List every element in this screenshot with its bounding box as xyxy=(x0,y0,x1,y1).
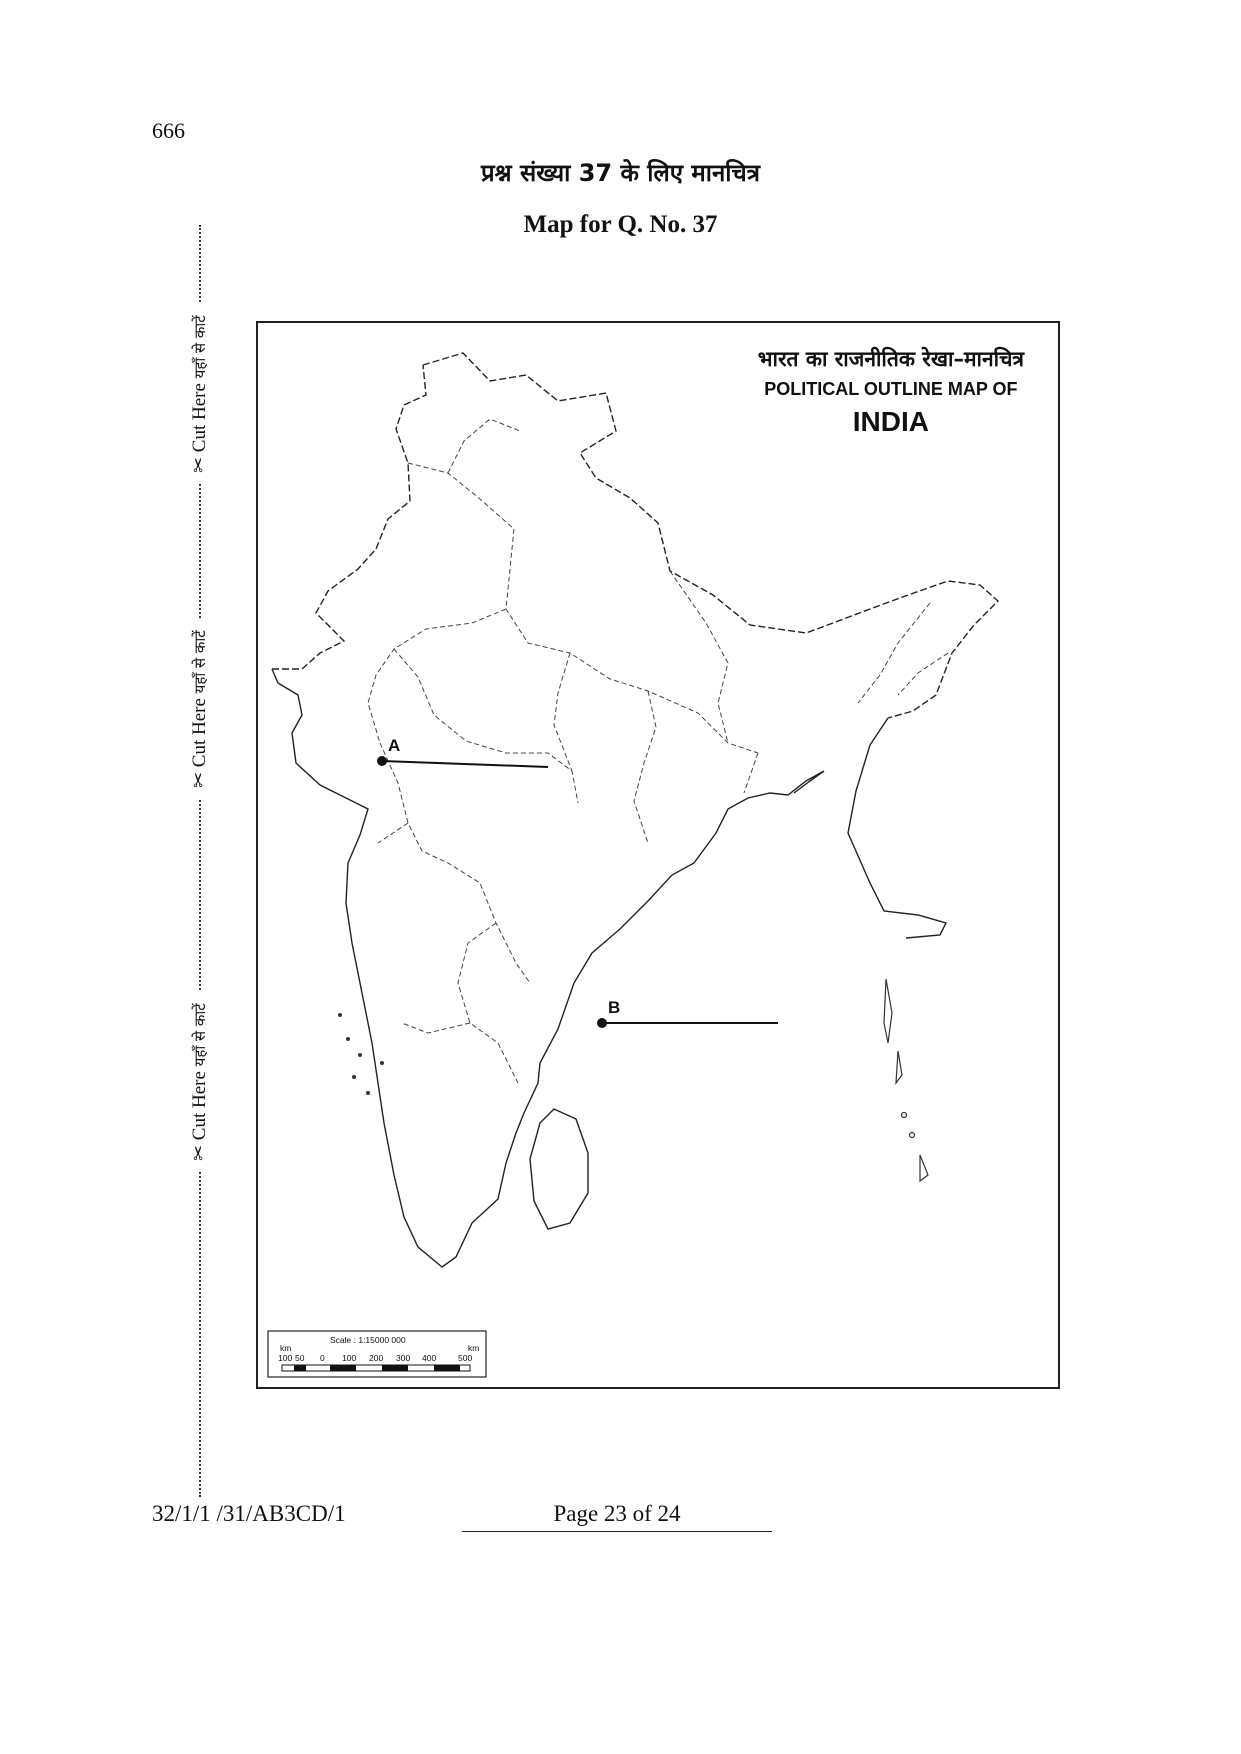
cut-line xyxy=(180,225,220,1497)
sri-lanka-outline xyxy=(530,1109,588,1229)
scale-bar xyxy=(268,1331,486,1377)
map-title-hindi: प्रश्न संख्या 37 के लिए मानचित्र xyxy=(481,159,760,187)
marker-a-line xyxy=(382,761,548,767)
map-title-english: Map for Q. No. 37 xyxy=(523,211,718,238)
cut-here-text: ✂ Cut Here xyxy=(189,383,210,473)
scale-tick-label: 400 xyxy=(422,1353,437,1363)
page-indicator: Page 23 of 24 xyxy=(462,1501,772,1532)
scale-tick-label: 50 xyxy=(295,1353,305,1363)
cut-here-hindi-text: यहाँ से काटें xyxy=(191,1003,209,1067)
cut-here-text: ✂ Cut Here xyxy=(189,698,210,788)
page-number: 666 xyxy=(152,118,185,143)
map-legend-title xyxy=(758,345,1024,438)
marker-a-label: A xyxy=(388,736,401,755)
india-outline-map xyxy=(258,323,1058,1387)
scale-tick-label: 200 xyxy=(369,1353,384,1363)
india-mainland-outline xyxy=(272,669,946,1267)
map-heading-country: INDIA xyxy=(852,406,929,437)
cut-here-label xyxy=(186,992,214,1172)
scale-tick-label: 100 xyxy=(342,1353,357,1363)
cut-here-hindi-text: यहाँ से काटें xyxy=(191,315,209,379)
scale-tick-label: 500 xyxy=(458,1353,473,1363)
india-mainland-outline xyxy=(272,365,426,669)
andaman-islands xyxy=(884,979,928,1181)
paper-code: 32/1/1 /31/AB3CD/1 xyxy=(152,1501,346,1526)
scale-unit-left: km xyxy=(280,1343,292,1353)
scale-caption: Scale : 1:15000 000 xyxy=(330,1335,406,1345)
scale-tick-label: 300 xyxy=(396,1353,411,1363)
cut-here-text: ✂ Cut Here xyxy=(189,1071,210,1161)
cut-here-label xyxy=(186,619,214,799)
cut-here-label xyxy=(186,304,214,484)
map-heading-english: POLITICAL OUTLINE MAP OF xyxy=(764,379,1018,399)
lakshadweep-islands xyxy=(338,1013,384,1095)
scale-tick-label: 100 xyxy=(278,1353,293,1363)
state-boundaries xyxy=(368,419,948,1083)
marker-b-label: B xyxy=(608,998,621,1017)
map-frame xyxy=(256,321,1060,1389)
map-heading-hindi: भारत का राजनीतिक रेखा–मानचित्र xyxy=(757,347,1024,371)
scale-tick-label: 0 xyxy=(320,1353,325,1363)
scale-unit-right: km xyxy=(468,1343,480,1353)
cut-here-hindi-text: यहाँ से काटें xyxy=(191,630,209,694)
